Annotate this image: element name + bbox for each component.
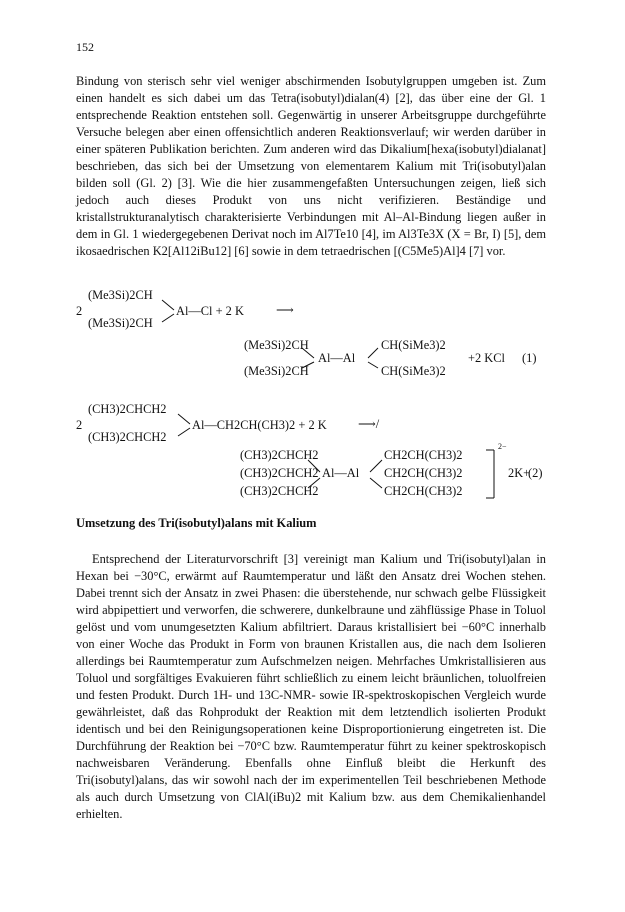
eq2-coefficient: 2 [76,418,83,432]
eq1-number: (1) [522,351,537,365]
eq2-product-right-3: CH2CH(CH3)2 [384,484,463,498]
eq1-byproduct: +2 KCl [468,351,505,365]
eq1-reactant-top: (Me3Si)2CH [88,288,153,302]
eq2-product-right-1: CH2CH(CH3)2 [384,448,463,462]
eq1-arrow: ⟶ [276,303,294,317]
eq2-product-left-2: (CH3)2CHCH2 [240,466,319,480]
eq2-number: (2) [528,466,543,480]
equation-2 [76,402,546,512]
eq1-coefficient: 2 [76,304,83,318]
eq2-counterion: 2K+ [508,466,531,480]
eq1-product-core: Al—Al [318,351,356,365]
eq2-product-right-2: CH2CH(CH3)2 [384,466,463,480]
eq1-product-left-top: (Me3Si)2CH [244,338,309,352]
paragraph-experimental: Entsprechend der Literaturvorschrift [3] vereinigt man Kalium und Tri(isobutyl)alan in Hexan bei −30°C, erwärmt auf Raumtemperatur und läßt den Ansatz drei Wochen stehen. Dabei trennt sich der Ansatz in zwei Phasen: die überstehende, nur schwach gelbe Flüssigkeit wird abpipettiert und verworfen, die schwerere, dunkelbraune und zähflüssige Phase in Toluol gelöst und vom unumgesetzten Kalium abfiltriert. Daraus kristallisiert bei −60°C innerhalb von einer Woche das Produkt in Form von braunen Kristallen aus, die nach dem Isolieren allerdings bei Raumtemperatur zum Aufschmelzen neigen. Mehrfaches Umkristallisieren aus Toluol und sorgfältiges Evakuieren führt schließlich zu einem leicht bräunlichen, toluolfreien und festen Produkt. Durch 1H- und 13C-NMR- sowie IR-spektroskopischen Vergleich wurde gewährleistet, daß das Rohprodukt der Reaktion mit dem letztendlich isolierten Produkt identisch und bei den Reinigungsoperationen keine Disproportionierung eingetreten ist. Die Durchführung der Reaktion bei −70°C bzw. Raumtemperatur führt zu keiner spektroskopisch nachweisbaren Veränderung. Ebenfalls ohne Einfluß bleibt die Herkunft des Tri(isobutyl)alans, das wir sowohl nach der im experimentellen Teil beschriebenen Methode als auch durch Umsetzung von ClAl(iBu)2 mit Kalium bzw. aus dem Chemikalienhandel erhielten. [76,552,546,821]
eq2-reactant-top: (CH3)2CHCH2 [88,402,167,416]
eq2-center: Al—CH2CH(CH3)2 + 2 K [192,418,327,432]
eq2-reactant-bottom: (CH3)2CHCH2 [88,430,167,444]
eq1-product-right-bottom: CH(SiMe3)2 [381,364,446,378]
eq1-reactant-bottom: (Me3Si)2CH [88,316,153,330]
eq2-charge: 2− [498,442,507,451]
eq1-product-right-top: CH(SiMe3)2 [381,338,446,352]
page-number: 152 [76,40,94,54]
paragraph-intro: Bindung von sterisch sehr viel weniger abschirmenden Isobutylgruppen umgeben ist. Zum einen handelt es sich dabei um das Tetra(isobutyl)dialan(4) [2], das über eine der Gl. 1 entsprechende Reaktion entstehen soll. Gegenwärtig in unserer Arbeitsgruppe durchgeführte Versuche belegen aber einen offensichtlich anderen Reaktionsverlauf; wir werden darüber in einer späteren Publikation berichten. Zum anderen wird das Dikalium[hexa(isobutyl)dialanat] beschrieben, das sich bei der Umsetzung von elementarem Kalium mit Tri(isobutyl)alan bilden soll (Gl. 2) [3]. Wie die hier zusammengefaßten Untersuchungen zeigen, ließ sich jedoch auch dieses Produkt von uns nicht verifizieren. Beständige und kristallstrukturanalytisch charakterisierte Verbindungen mit Al–Al-Bindung liegen außer in dem in Gl. 1 wiedergegebenen Derivat noch im Al7Te10 [4], im Al3Te3X (X = Br, I) [5], dem ikosaedrischen K2[Al12iBu12] [6] sowie in dem tetraedrischen [(C5Me5)Al]4 [7] vor. [76,74,546,258]
eq2-product-left-1: (CH3)2CHCH2 [240,448,319,462]
eq2-product-left-3: (CH3)2CHCH2 [240,484,319,498]
equation-1 [76,288,546,400]
eq1-center: Al—Cl + 2 K [176,304,244,318]
eq2-product-core: Al—Al [322,466,360,480]
eq1-product-left-bottom: (Me3Si)2CH [244,364,309,378]
eq2-arrow: ⟶/ [358,417,380,431]
equation-1-bonds [76,288,546,400]
section-heading: Umsetzung des Tri(isobutyl)alans mit Kalium [76,516,317,530]
